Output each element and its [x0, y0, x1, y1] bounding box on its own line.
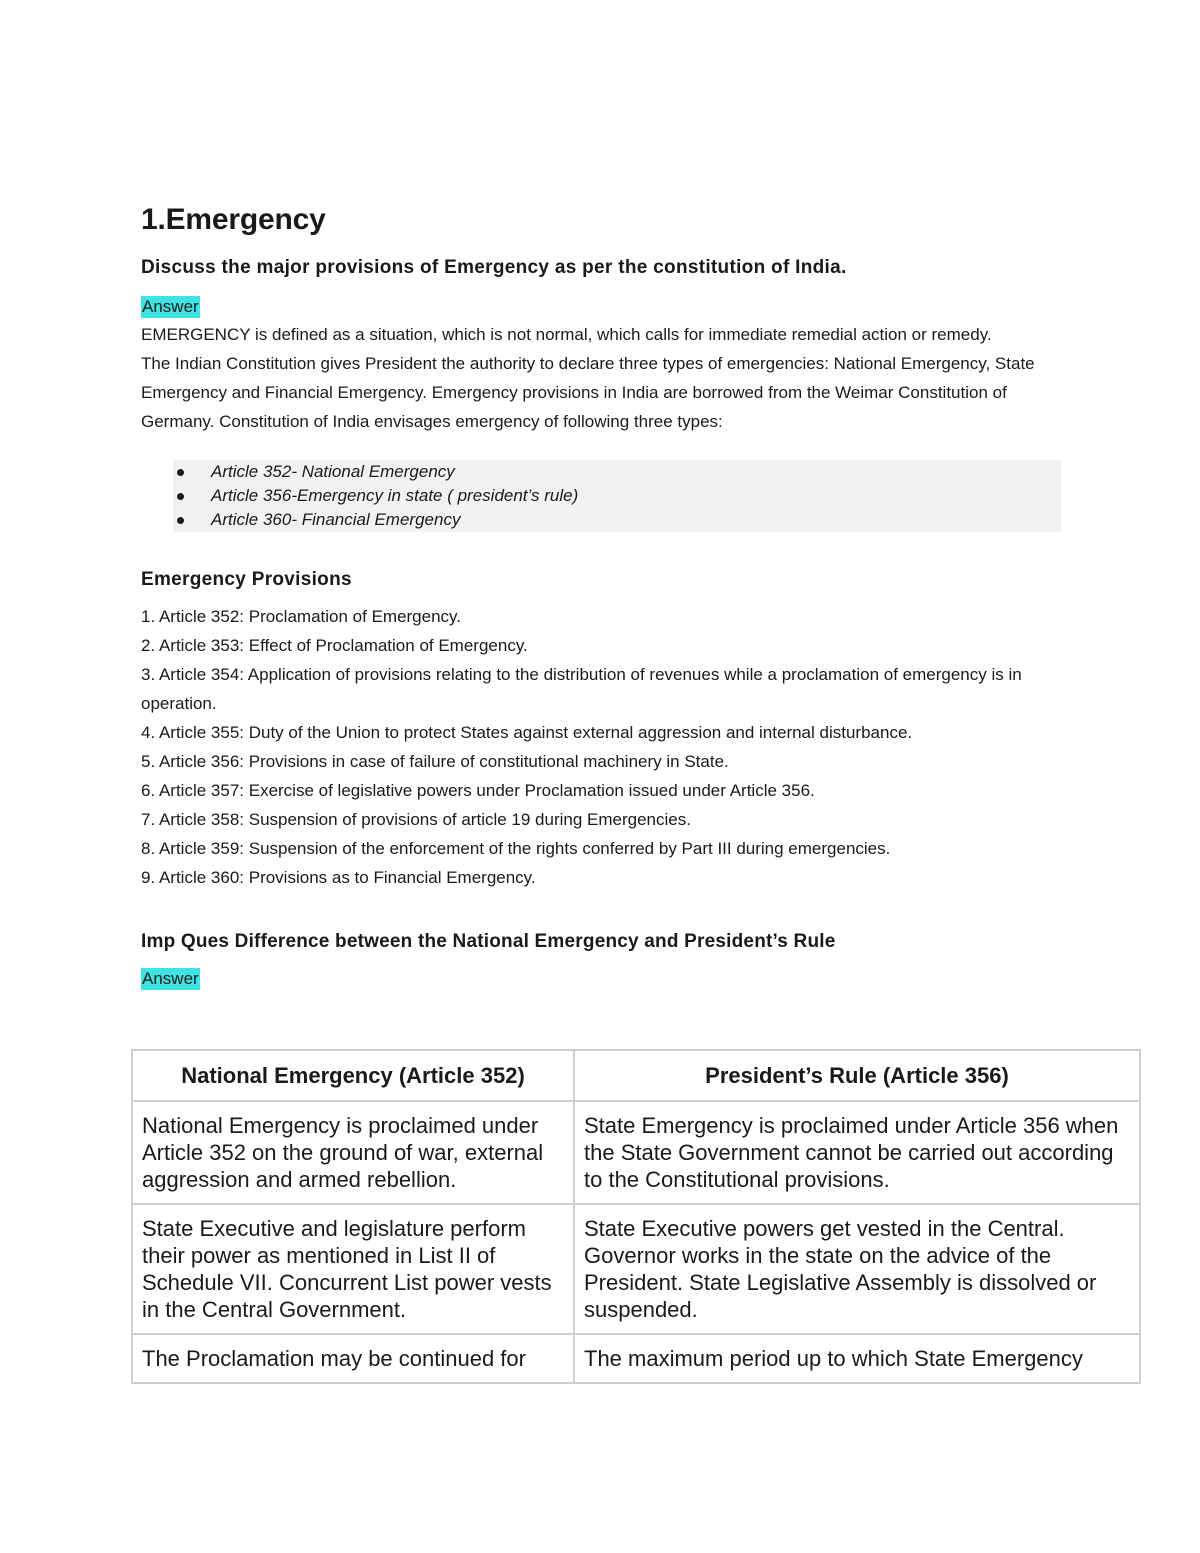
table-row	[132, 1101, 1140, 1204]
answer-highlight: Answer	[142, 969, 199, 988]
imp-question-heading: Imp Ques Difference between the National Emergency and President’s Rule	[141, 931, 836, 952]
table-row	[132, 1204, 1140, 1334]
list-item: 7. Article 358: Suspension of provisions of article 19 during Emergencies.	[141, 810, 691, 829]
table-cell: The maximum period up to which State Emergency	[574, 1334, 1140, 1383]
bullet-icon	[177, 517, 184, 524]
list-item: 8. Article 359: Suspension of the enforcement of the rights conferred by Part III during emergencies.	[141, 839, 891, 858]
bullet-icon	[177, 493, 184, 500]
table-cell: State Executive and legislature perform their power as mentioned in List II of Schedule VII. Concurrent List power vests in the Central Government.	[132, 1204, 574, 1334]
list-item: 1. Article 352: Proclamation of Emergency.	[141, 607, 462, 626]
answer-highlight: Answer	[142, 297, 199, 316]
list-item: 5. Article 356: Provisions in case of failure of constitutional machinery in State.	[141, 752, 729, 771]
types-paragraph: The Indian Constitution gives President the authority to declare three types of emergencies: National Emergency, State Emergency and Financial Emergency. Emergency provisions in India are borrowed from the Weimar Constitution of Germany. Constitution of India envisages emergency of following three types:	[141, 354, 1035, 431]
list-item: 4. Article 355: Duty of the Union to protect States against external aggression and internal disturbance.	[141, 723, 913, 742]
emergency-types-list	[173, 460, 1061, 532]
bullet-icon	[177, 469, 184, 476]
table-cell: State Executive powers get vested in the Central. Governor works in the state on the advice of the President. State Legislative Assembly is dissolved or suspended.	[574, 1204, 1140, 1334]
provisions-heading: Emergency Provisions	[141, 569, 352, 590]
answer-row	[141, 296, 1061, 320]
table-cell: State Emergency is proclaimed under Article 356 when the State Government cannot be carried out according to the Constitutional provisions.	[574, 1101, 1140, 1204]
list-item: Article 356-Emergency in state ( president’s rule)	[173, 484, 1061, 508]
comparison-table	[131, 1049, 1141, 1384]
list-item: 2. Article 353: Effect of Proclamation of Emergency.	[141, 636, 528, 655]
list-item: 9. Article 360: Provisions as to Financial Emergency.	[141, 868, 536, 887]
table-row	[132, 1334, 1140, 1383]
definition-paragraph: EMERGENCY is defined as a situation, which is not normal, which calls for immediate remedial action or remedy.	[141, 325, 992, 344]
list-item: 6. Article 357: Exercise of legislative powers under Proclamation issued under Article 356.	[141, 781, 815, 800]
table-cell: The Proclamation may be continued for	[132, 1334, 574, 1383]
answer-row	[141, 968, 1061, 992]
document-content	[141, 200, 1061, 992]
question-heading: Discuss the major provisions of Emergency as per the constitution of India.	[141, 257, 847, 278]
list-item: Article 360- Financial Emergency	[173, 508, 1061, 532]
list-item: Article 352- National Emergency	[173, 460, 1061, 484]
table-header-row	[132, 1050, 1140, 1101]
list-item: 3. Article 354: Application of provisions relating to the distribution of revenues while a proclamation of emergency is in operation.	[141, 665, 1022, 713]
column-header: President’s Rule (Article 356)	[574, 1050, 1140, 1101]
table-cell: National Emergency is proclaimed under Article 352 on the ground of war, external aggression and armed rebellion.	[132, 1101, 574, 1204]
provisions-list	[141, 602, 1061, 892]
page-title: 1.Emergency	[141, 203, 326, 236]
column-header: National Emergency (Article 352)	[132, 1050, 574, 1101]
